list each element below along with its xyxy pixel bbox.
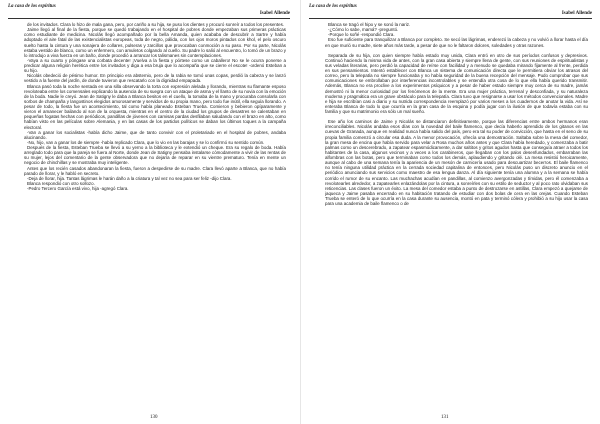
paragraph: Antes que los recién casados abandonaran la fiesta, fueron a despedirse de su madre. Clara llevó aparte a Blanca, que no había parado de llorar, y le habló en secreto.	[24, 165, 286, 176]
paragraph: Eso fue suficiente para tranquilizar a Blanca por completo. Se secó las lágrimas, enderezó la cabeza y no volvió a llorar hasta el día en que murió su madre, siete años más tarde, a pesar de que no le faltaron dolores, soledades y otras razones.	[325, 37, 588, 48]
paragraph: -No, hijo, van a ganar los de siempre -había replicado Clara, que lo vio en las barajas y se lo confirmó su sentido común.	[27, 139, 265, 145]
paragraph: -¿Cómo lo sabe, mamá? -preguntó.	[328, 27, 399, 33]
paragraph: -Deja de llorar, hija. Tantas lágrimas le harán daño a la criatura y tal vez no sea para ser feliz -dijo Clara.	[27, 175, 232, 181]
page-number: 131	[441, 415, 449, 420]
body-text	[325, 22, 588, 408]
header-rule	[8, 18, 290, 19]
paragraph: Blanca se tragó el hipo y se sonó la nariz.	[328, 22, 411, 27]
paragraph: Nicolás obedeció de pésimo humor. En principio era abstemio, pero de la rabia se tomó unas copas, perdió la cabeza y se lanzó vestido a la fuente del jardín, de donde tuvieron que rescatarlo con la dignidad empapada.	[24, 73, 286, 84]
paragraph: Después de la fiesta, Esteban Trueba se llevó a su yerno a la biblioteca y le extendió un cheque. Era su regalo de boda. Había arreglado todo para que la pareja se fuera al Norte, donde Jean de Satigny pensaba instalarse cómodamente a vivir de las rentas de su mujer, lejos del comentario de la gente observadora que no dejaría de reparar en su vientre prematuro. Tenía en mente un negocio de chinchillas y se mostraba muy inteligente.	[24, 145, 286, 166]
paragraph: -Vaya a su cuarto y póngase una corbata decente! ¡Vuelva a la fiesta y pórtese como un caballero! No se le ocurra ponerse a predicar alguna religión herética entre los invitados y diga a esa bruja que lo acompaña que se cierre el escote! -ordenó Esteban a su hijo.	[24, 57, 286, 74]
running-head-author: Isabel Allende	[561, 11, 592, 16]
running-head-title: La casa de los espíritus	[8, 4, 56, 9]
paragraph: Jaime llegó al final de la fiesta, porque se quedó trabajando en el hospital de pobres donde empezaban sus primeras prácticas como estudiante de medicina. Nicolás llegó acompañado por la bella Amanda, quien acababa de descubrir a Sartre y había adoptado el aire fatal de las existencialistas europeas, toda de negro, pálida, con los ojos moros pintados con khol, el pelo oscuro suelto hasta la cintura y una sonajera de collares, pulseras y zarcillos que provocaban conmoción a su paso. Por su parte, Nicolás estaba vestido de blanco, como un enfermero, con amuletos colgando al cuello. Su padre lo salió al encuentro, lo tomó de un brazo y lo introdujo a viva fuerza en un baño, donde procedió a arrancar los talismanes sin contemplaciones.	[24, 27, 286, 58]
body-text	[24, 22, 286, 408]
paragraph: Ese año los caminos de Jaime y Nicolás se distanciaron definitivamente, porque las diferencias entre ambos hermanos eran irreconciliables. Nicolás andaba esos días con la novedad del baile flamenco, que decía haberlo aprendido de los gitanos en las cuevas de Granada, aunque en realidad nunca había salido del país, pero era tal su poder de convicción, que hasta en el seno de su propia familia comenzó a circular esa duda. A la menor provocación, ofrecía una demostración. Saltaba sobre la mesa del comedor, la gran mesa de encina que había servido para velar a Rosa muchos años antes y que Clara había heredado, y comenzaba a batir palmas como un descerebrado, a zapatear espasmódicamente, a dar saltitos y gritos agudos hasta que conseguía atraer a todos los habitantes de la casa, algunos vecinos y a veces a los carabineros, que llegaban con los palos desenfundados, embarraban las alfombras con las botas, pero que terminaban como todos los demás, aplaudiendo y gritando olé. La mesa resistió heroicamente, aunque al cabo de una semana tenía la apariencia de un mesón de carnicería usado para descuartizar becerros. El baile flamenco no tenía ninguna utilidad práctica en la cerrada sociedad capitalina de entonces, pero Nicolás puso un discreto anuncio en el periódico anunciando sus servicios como maestro de esa lengua danza. Al día siguiente tenía una alumna y a la semana se había corrido el rumor de su encanto. Las muchachas acudían en pandillas, al comienzo avergonzadas y tímidas, pero él comenzaba a revolotearles alrededor, a zapatearles enlazándolas por la cintura, a sonreírles con su estilo de seductor y al poco rato olvidaban sus reticencias. Las clases fueron un éxito. La mesa del comedor estaba a punto de destrozarse en astillas, Clara empezó a quejarse de jaqueca y Jaime pasaba encerrado en su habitación tratando de estudiar con dos bolas de cera en las orejas. Cuando Esteban Trueba se enteró de lo que ocurría en la casa durante su ausencia, montó en pata y terminó cólera y prohibió a su hijo usar la casa para una academia de baile flamenco o de	[325, 119, 588, 207]
right-page	[300, 0, 600, 424]
paragraph: -Porque lo soñé -respondió Clara.	[328, 32, 395, 38]
paragraph: -Van a ganar los socialistas -había dicho Jaime, que de tanto convivir con el proletariado en el hospital de pobres, andaba alucinando.	[24, 129, 286, 140]
paragraph: Blanca pasó toda la noche sentada en una silla observando la torta con expresión alelada y llorando, mientras su flamante esposo revoloteaba entre los comensales explicando la ausencia de su suegra con un ataque de asma y el llanto de su novia con la emoción de la boda. Nadie le creyó. Jean de Satigny le daba a Blanca besitos en el cuello, la tomaba de la mano y procuraba consolarla con sorbos de champaña y langostinos elegidos amorosamente y servidos de su propia mano, pero todo fue inútil, ella seguía llorando. A pesar de todo, la fiesta fue un acontecimiento, tal como había planeado Esteban Trueba. Comieron y bebieron opíparamente y vieron el amanecer bailando al son de la orquesta, mientras en el centro de la ciudad los grupos de desastres se calentaban en pequeñas fogatas hechas con periódicos, pandillas de jóvenes con camisas pardas desfilaban saludando con el brazo en alto, como habían visto en las películas sobre Alemania, y en las casas de los partidos políticos se daban los últimos toques a la campaña electoral.	[24, 83, 286, 130]
paragraph: de los invitados. Clara lo hizo de mala gana, pero, por cariño a su hija, se puso los dientes y procuró sonreír a todos los presentes.	[27, 22, 285, 27]
header-rule	[309, 18, 592, 19]
paragraph: -Pedro Tercero García está vivo, hija -agregó Clara.	[27, 186, 129, 191]
running-head-author: Isabel Allende	[259, 11, 290, 16]
page-number: 130	[150, 415, 158, 420]
paragraph: Blanca respondió con otro sollozo.	[27, 180, 95, 186]
paragraph: Separada de su hija, con quien siempre había estado muy unida, Clara entró en otro de sus períodos confusos y depresivos. Continuó haciendo la misma vida de antes, con la gran casa abierta y siempre llena de gente, con sus reuniones de espiritualistas y sus veladas literarias, pero perdió la capacidad de reírse con facilidad y a menudo se quedaba mirando fijamente al frente, perdida en sus pensamientos. Intentó establecer con Blanca un sistema de comunicación directa que le permitiera obviar los atrasos del correo, pero la telepatía no siempre funcionaba y no había seguridad de la buena recepción del mensaje. Pudo comprobar que sus comunicaciones se embrollaban por interferencias incontrolables y se entendía otra cosa de lo que ella había querido transmitir. Además, Blanca no era proclive a los experimentos psíquicos y a pesar de haber estado siempre muy cerca de su madre, jamás demostró ni la menor curiosidad por los fenómenos de la mente. Era una mujer práctica, terrenal y desconfiada, y su naturaleza moderna y pragmática era un grave obstáculo para la telepatía. Clara tuvo que resignarse a usar los métodos convencionales. Madre e hija se escribían casi a diario y su nutrida correspondencia reemplazó por varios meses a los cuadernos de anotar la vida. Así se enteraba Blanca de todo lo que ocurría en la gran casa de la esquina y podía jugar con la ilusión de que todavía estaba con su familia y que su matrimonio era sólo un mal sueño.	[325, 52, 588, 114]
running-head-title: La casa de los espíritus	[309, 4, 357, 9]
